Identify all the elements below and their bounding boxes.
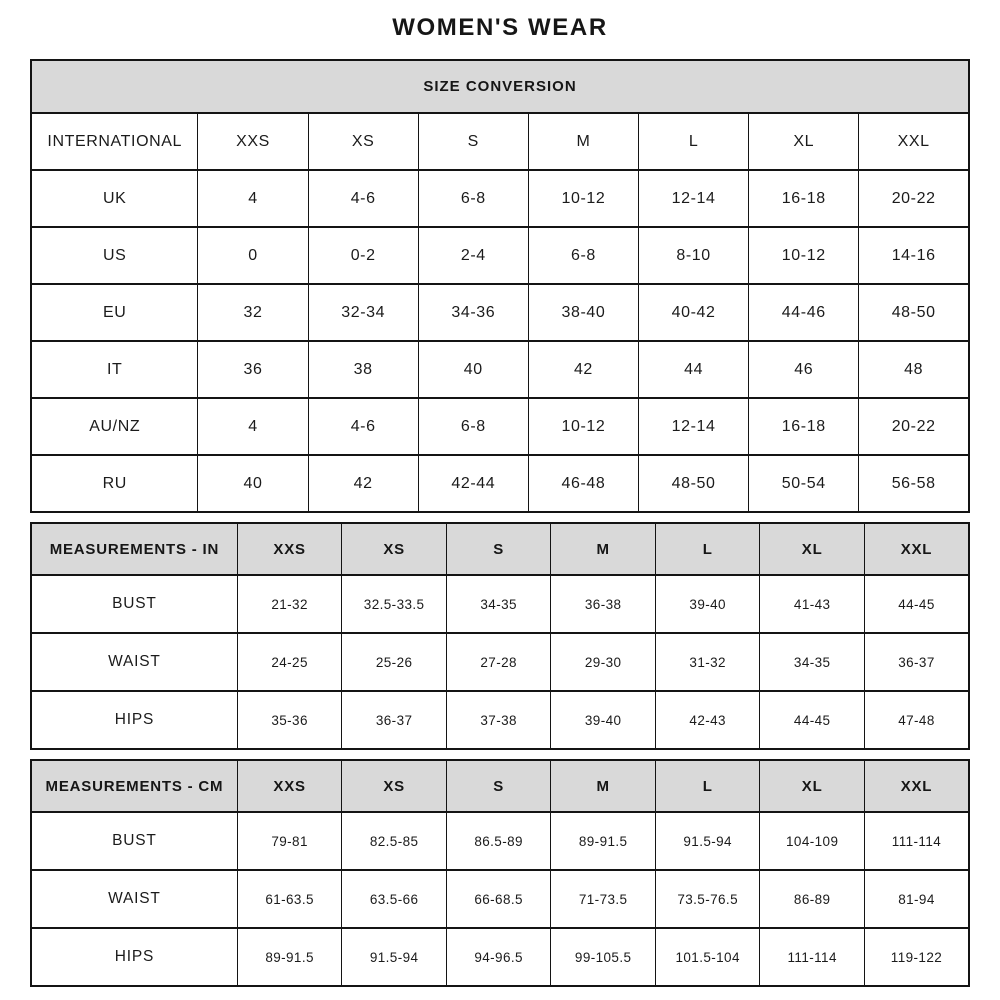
column-header-international: INTERNATIONAL — [31, 113, 198, 170]
cell: 56-58 — [859, 455, 969, 512]
row-label: AU/NZ — [31, 398, 198, 455]
row-label: HIPS — [31, 928, 237, 986]
size-header-xs: XS — [342, 760, 447, 812]
cell: 89-91.5 — [551, 812, 656, 870]
cell: 16-18 — [749, 170, 859, 227]
cell: 73.5-76.5 — [655, 870, 760, 928]
cell: 48 — [859, 341, 969, 398]
column-header-xxs: XXS — [198, 113, 308, 170]
cell: 16-18 — [749, 398, 859, 455]
cell: 89-91.5 — [237, 928, 342, 986]
cell: 71-73.5 — [551, 870, 656, 928]
table-row-ru — [31, 455, 969, 512]
size-header-xs: XS — [342, 523, 447, 575]
cell: 111-114 — [864, 812, 969, 870]
size-conversion-banner-row — [31, 60, 969, 113]
cell: 37-38 — [446, 691, 551, 749]
cell: 0-2 — [308, 227, 418, 284]
cell: 38 — [308, 341, 418, 398]
cell: 21-32 — [237, 575, 342, 633]
cell: 10-12 — [749, 227, 859, 284]
cell: 25-26 — [342, 633, 447, 691]
table-row-waist-cm — [31, 870, 969, 928]
size-header-l: L — [655, 523, 760, 575]
table-row-bust-in — [31, 575, 969, 633]
size-header-xxs: XXS — [237, 760, 342, 812]
cell: 12-14 — [639, 398, 749, 455]
size-header-xxl: XXL — [864, 523, 969, 575]
cell: 20-22 — [859, 398, 969, 455]
cell: 36-37 — [342, 691, 447, 749]
cell: 24-25 — [237, 633, 342, 691]
cell: 91.5-94 — [655, 812, 760, 870]
column-header-xl: XL — [749, 113, 859, 170]
cell: 6-8 — [528, 227, 638, 284]
cell: 29-30 — [551, 633, 656, 691]
cell: 31-32 — [655, 633, 760, 691]
cell: 50-54 — [749, 455, 859, 512]
cell: 94-96.5 — [446, 928, 551, 986]
size-header-xxl: XXL — [864, 760, 969, 812]
cell: 44-46 — [749, 284, 859, 341]
cell: 27-28 — [446, 633, 551, 691]
row-label: HIPS — [31, 691, 237, 749]
cell: 4-6 — [308, 170, 418, 227]
size-header-m: M — [551, 760, 656, 812]
cell: 0 — [198, 227, 308, 284]
column-header-l: L — [639, 113, 749, 170]
cell: 44 — [639, 341, 749, 398]
table-row-eu — [31, 284, 969, 341]
size-header-xxs: XXS — [237, 523, 342, 575]
cell: 48-50 — [639, 455, 749, 512]
cell: 86.5-89 — [446, 812, 551, 870]
cell: 38-40 — [528, 284, 638, 341]
cell: 20-22 — [859, 170, 969, 227]
size-header-m: M — [551, 523, 656, 575]
cell: 32.5-33.5 — [342, 575, 447, 633]
cell: 82.5-85 — [342, 812, 447, 870]
cell: 101.5-104 — [655, 928, 760, 986]
column-header-xs: XS — [308, 113, 418, 170]
cell: 42 — [308, 455, 418, 512]
cell: 42-44 — [418, 455, 528, 512]
cell: 6-8 — [418, 170, 528, 227]
measurements-cm-title: MEASUREMENTS - CM — [31, 760, 237, 812]
cell: 4 — [198, 170, 308, 227]
cell: 32 — [198, 284, 308, 341]
cell: 40-42 — [639, 284, 749, 341]
cell: 48-50 — [859, 284, 969, 341]
row-label: WAIST — [31, 870, 237, 928]
table-row-us — [31, 227, 969, 284]
cell: 34-36 — [418, 284, 528, 341]
cell: 66-68.5 — [446, 870, 551, 928]
measurements-in-table — [30, 522, 970, 750]
size-header-s: S — [446, 760, 551, 812]
cell: 44-45 — [760, 691, 865, 749]
cell: 36-38 — [551, 575, 656, 633]
cell: 63.5-66 — [342, 870, 447, 928]
cell: 99-105.5 — [551, 928, 656, 986]
measurements-in-title: MEASUREMENTS - IN — [31, 523, 237, 575]
cell: 46 — [749, 341, 859, 398]
cell: 44-45 — [864, 575, 969, 633]
row-label: UK — [31, 170, 198, 227]
cell: 111-114 — [760, 928, 865, 986]
cell: 86-89 — [760, 870, 865, 928]
cell: 10-12 — [528, 170, 638, 227]
row-label: BUST — [31, 575, 237, 633]
table-row-bust-cm — [31, 812, 969, 870]
cell: 79-81 — [237, 812, 342, 870]
cell: 10-12 — [528, 398, 638, 455]
cell: 36 — [198, 341, 308, 398]
table-row-aunz — [31, 398, 969, 455]
size-header-xl: XL — [760, 523, 865, 575]
table-row-waist-in — [31, 633, 969, 691]
cell: 4-6 — [308, 398, 418, 455]
cell: 40 — [418, 341, 528, 398]
cell: 35-36 — [237, 691, 342, 749]
row-label: RU — [31, 455, 198, 512]
column-header-m: M — [528, 113, 638, 170]
measurements-cm-header-row — [31, 760, 969, 812]
row-label: WAIST — [31, 633, 237, 691]
cell: 47-48 — [864, 691, 969, 749]
cell: 104-109 — [760, 812, 865, 870]
cell: 36-37 — [864, 633, 969, 691]
table-row-hips-in — [31, 691, 969, 749]
cell: 61-63.5 — [237, 870, 342, 928]
cell: 4 — [198, 398, 308, 455]
cell: 39-40 — [655, 575, 760, 633]
size-header-s: S — [446, 523, 551, 575]
column-header-row — [31, 113, 969, 170]
row-label: BUST — [31, 812, 237, 870]
page-title: WOMEN'S WEAR — [392, 14, 608, 41]
table-row-uk — [31, 170, 969, 227]
cell: 91.5-94 — [342, 928, 447, 986]
measurements-in-header-row — [31, 523, 969, 575]
row-label: EU — [31, 284, 198, 341]
column-header-xxl: XXL — [859, 113, 969, 170]
measurements-cm-table — [30, 759, 970, 987]
size-header-xl: XL — [760, 760, 865, 812]
row-label: IT — [31, 341, 198, 398]
cell: 41-43 — [760, 575, 865, 633]
cell: 14-16 — [859, 227, 969, 284]
cell: 42-43 — [655, 691, 760, 749]
cell: 34-35 — [446, 575, 551, 633]
cell: 119-122 — [864, 928, 969, 986]
table-row-it — [31, 341, 969, 398]
size-header-l: L — [655, 760, 760, 812]
cell: 39-40 — [551, 691, 656, 749]
row-label: US — [31, 227, 198, 284]
cell: 46-48 — [528, 455, 638, 512]
cell: 2-4 — [418, 227, 528, 284]
cell: 12-14 — [639, 170, 749, 227]
size-conversion-table — [30, 59, 970, 513]
column-header-s: S — [418, 113, 528, 170]
cell: 42 — [528, 341, 638, 398]
cell: 6-8 — [418, 398, 528, 455]
cell: 32-34 — [308, 284, 418, 341]
table-row-hips-cm — [31, 928, 969, 986]
cell: 34-35 — [760, 633, 865, 691]
size-conversion-title: SIZE CONVERSION — [31, 60, 969, 113]
cell: 8-10 — [639, 227, 749, 284]
cell: 40 — [198, 455, 308, 512]
cell: 81-94 — [864, 870, 969, 928]
